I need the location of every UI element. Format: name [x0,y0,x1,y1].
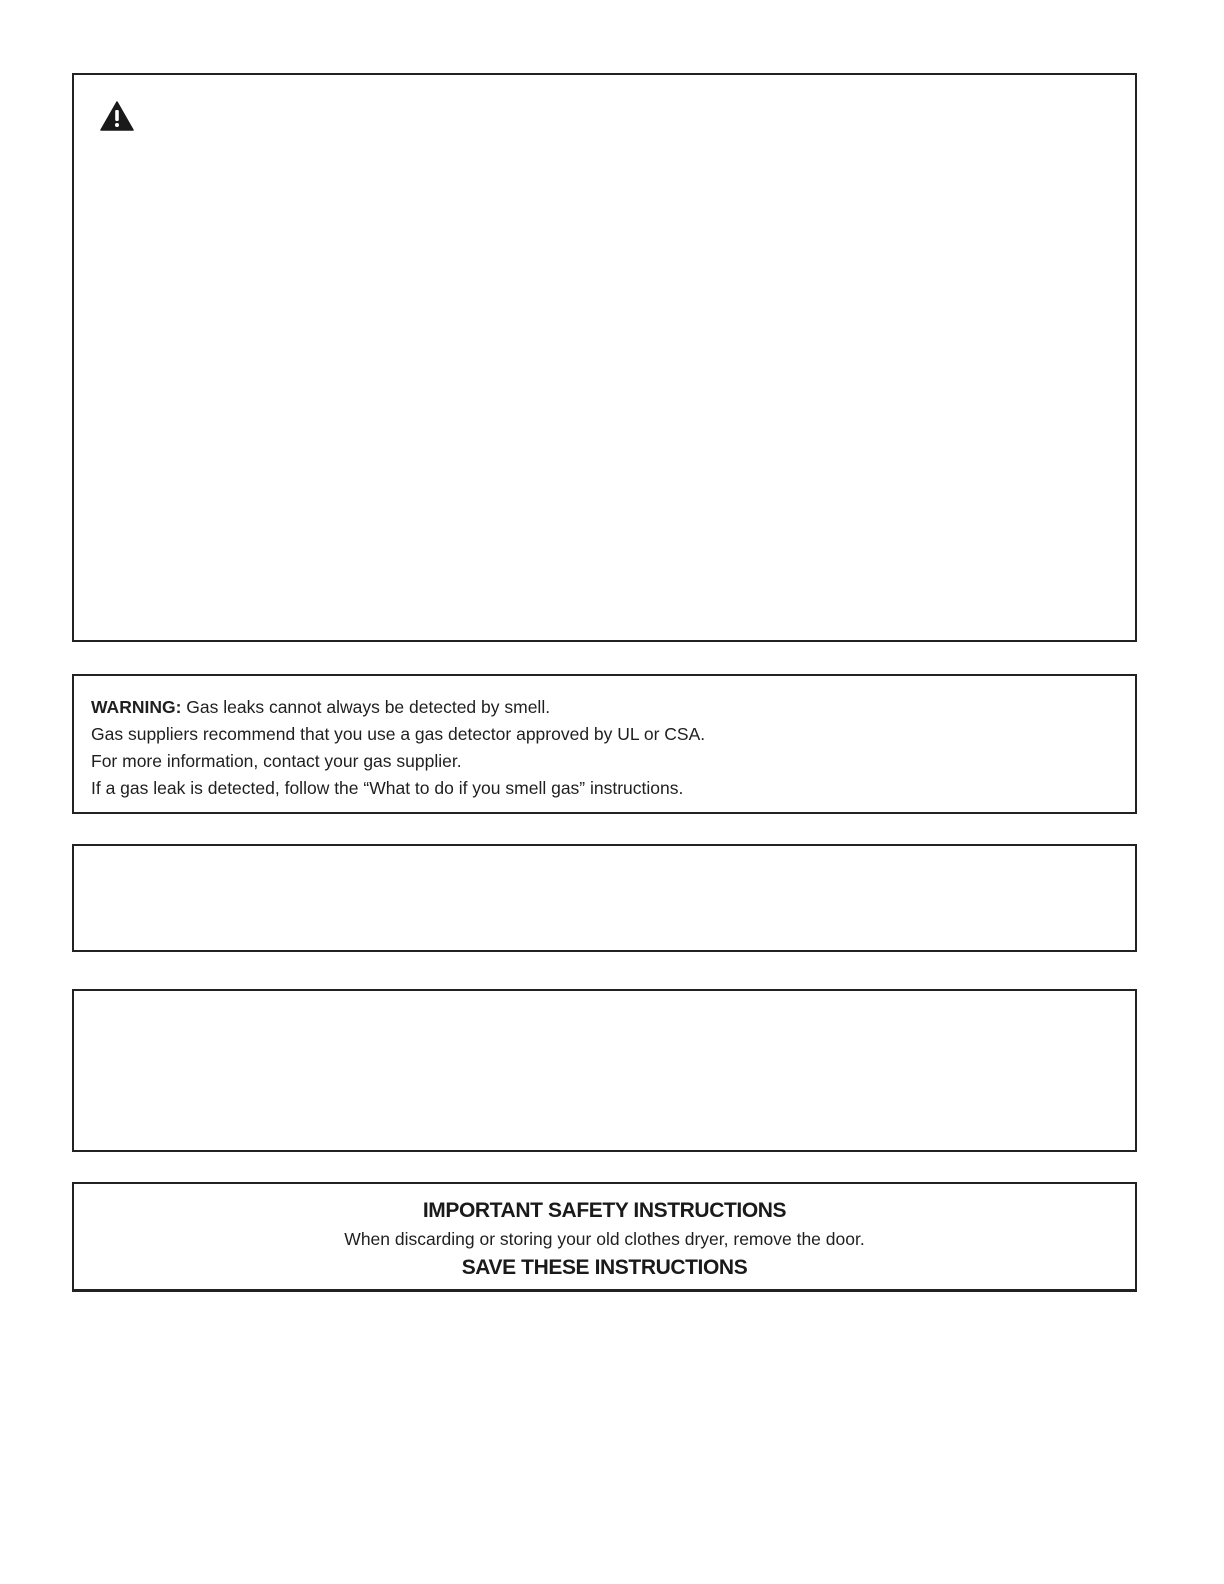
save-instructions-title: SAVE THESE INSTRUCTIONS [461,1256,748,1279]
safety-title: IMPORTANT SAFETY INSTRUCTIONS [422,1199,787,1222]
gas-warning-line-1 [91,694,705,721]
safety-subtitle: When discarding or storing your old clothes dryer, remove the door. [344,1229,865,1249]
safety-content [74,1196,1135,1283]
empty-notice-box-1 [72,844,1137,952]
gas-warning-text [91,694,705,802]
gas-warning-line-4: If a gas leak is detected, follow the “What to do if you smell gas” instructions. [91,778,684,798]
warning-triangle-icon [100,101,134,131]
gas-leak-warning-box [72,674,1137,814]
empty-notice-box-2 [72,989,1137,1152]
gas-warning-line-3: For more information, contact your gas supplier. [91,751,462,771]
main-warning-box [72,73,1137,642]
gas-warning-line-1-text: Gas leaks cannot always be detected by smell. [181,697,551,717]
important-safety-box [72,1182,1137,1292]
warning-label: WARNING: [91,697,182,717]
gas-warning-line-2: Gas suppliers recommend that you use a gas detector approved by UL or CSA. [91,724,706,744]
